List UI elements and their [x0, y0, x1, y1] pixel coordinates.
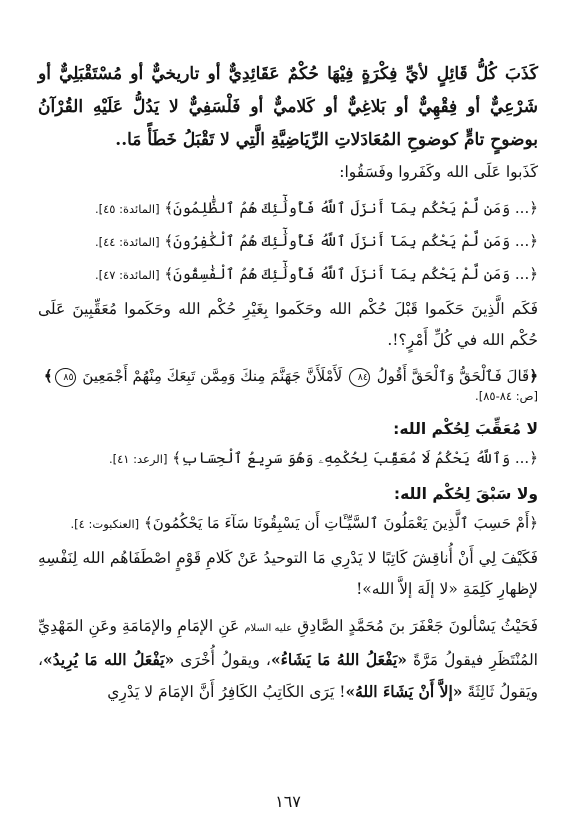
verse-reference: [المائدة: ٤٧].	[94, 268, 160, 282]
verse-sad-84-85	[38, 364, 538, 388]
verse-reference: [ص: ٨٤-٨٥].	[475, 389, 538, 403]
verse-maidah-44	[38, 229, 538, 254]
summary-line: كَذَبوا عَلَى الله وكَفَروا وفَسَقُوا:	[339, 163, 538, 181]
section-heading-no-preceding: ولا سَبْقَ لِحُكْم الله:	[393, 485, 538, 503]
quote-except: «إلاَّ أَنْ يَشَاءَ اللهُ»	[345, 682, 463, 701]
verse-maidah-47	[38, 262, 538, 287]
quran-bracket-open: ﴿	[529, 367, 538, 385]
verse-reference: [العنكبوت: ٤].	[70, 517, 140, 531]
paragraph-3-text: ، ويَقولُ ثَالِثَةً	[38, 651, 538, 701]
intro-paragraph: كَذَبَ كُلُّ قَائِلٍ لأيِّ فِكْرَةٍ فِيْهَا حُكْمٌ عَقَائِدِيٌّ أو تاريخيٌّ أو مُسْتَقْبَلِيٌّ أو شَرْعِيٌّ أو فِقْهِيٌّ أو بَلاغِيٌّ أو كَلاميٌّ أو فَلْسَفِيٌّ لا يَدُلُّ عَلَيْهِ القُرْآنُ بوضوحٍ تامٍّ كوضوحِ المُعَادَلاتِ الرِّيَاضِيَّةِ الَّتِي لا تَقْبَلُ خَطَأً مَا..	[38, 64, 538, 150]
verse-text-part-2: لَأَمْلَأَنَّ جَهَنَّمَ مِنكَ وَمِمَّن تَبِعَكَ مِنْهُمْ أَجْمَعِينَ	[82, 367, 343, 385]
paragraph-3	[38, 611, 538, 708]
quote-wish: «يَفْعَلُ الله مَا يُرِيدُ»	[43, 650, 175, 669]
ayah-number-marker: ٨٤	[349, 368, 370, 387]
paragraph-3-text: عَنِ الإمَامِ والإمَامَةِ وعَنِ المَهْدِيِّ المُنْتَظَرِ فيقولُ مَرَّةً	[38, 617, 538, 669]
paragraph-3-text: ! يَرَى الكَاتِبُ الكَافِرُ أَنَّ الإمَامَ لا يَدْرِي	[107, 683, 346, 701]
verse-reference: [المائدة: ٤٥].	[94, 202, 160, 216]
page-content	[38, 58, 538, 708]
paragraph-1: فَكَم الَّذِينَ حَكَموا قَبْلَ حُكْم الله وحَكَموا بِغَيْرِ حُكْم الله وحَكَموا مُعَقِّبِينَ عَلَى حُكْم الله في كُلِّ أَمْرٍ؟!.	[38, 300, 538, 349]
verse-text: ﴿... وَمَن لَّمْ يَحْكُم بِمَآ أَنزَلَ ٱللَّهُ فَأُولَٰٓئِكَ هُمُ ٱلْفَٰسِقُونَ﴾	[164, 265, 538, 283]
verse-maidah-45	[38, 196, 538, 221]
paragraph-2: فَكَيْفَ لِي أَنْ أُناقِشَ كَاتِبًا لا يَدْرِي مَا التوحيدُ عَنْ كَلامِ قَوْمٍ اصْطَفَاهُم الله لِنَفْسِهِ لإظهارِ كَلِمَةِ «لا إلَهَ إلاَّ الله»!	[38, 549, 538, 598]
paragraph-3-text: فَحَيْثُ يَسْألونَ جَعْفَرَ بنَ مُحَمَّدٍ الصَّادِقِ	[297, 617, 538, 635]
verse-text: ﴿... وَمَن لَّمْ يَحْكُم بِمَآ أَنزَلَ ٱللَّهُ فَأُولَٰٓئِكَ هُمُ ٱلظَّٰلِمُونَ﴾	[164, 199, 538, 217]
verse-ankabut-4	[38, 511, 538, 536]
verse-text: ﴿... وَٱللَّهُ يَحْكُمُ لَا مُعَقِّبَ لِحُكْمِهِۦ وَهُوَ سَرِيعُ ٱلْحِسَابِ﴾	[172, 449, 538, 467]
verse-text-part-1: قَالَ فَٱلْحَقُّ وَٱلْحَقَّ أَقُولُ	[376, 367, 530, 385]
verse-text: ﴿أَمْ حَسِبَ ٱلَّذِينَ يَعْمَلُونَ ٱلسَّيِّـَٔاتِ أَن يَسْبِقُونَا سَآءَ مَا يَحْكُمُونَ﴾	[143, 514, 538, 532]
honorific-glyph: عليه السلام	[244, 623, 293, 634]
quote-will: «يَفْعَلُ اللهُ مَا يَشَاءُ»	[270, 650, 407, 669]
quran-bracket-close: ﴾	[43, 367, 53, 385]
verse-reference: [الرعد: ٤١].	[108, 452, 168, 466]
ayah-number-marker: ٨٥	[55, 368, 76, 387]
section-heading-no-reviewer: لا مُعَقِّبَ لِحُكْم الله:	[393, 420, 538, 438]
verse-raad-41	[38, 446, 538, 471]
verse-text: ﴿... وَمَن لَّمْ يَحْكُم بِمَآ أَنزَلَ ٱللَّهُ فَأُولَٰٓئِكَ هُمُ ٱلْكَٰفِرُونَ﴾	[164, 232, 538, 250]
verse-reference: [المائدة: ٤٤].	[94, 235, 160, 249]
paragraph-3-text: ، ويقولُ أُخْرَى	[180, 651, 271, 669]
page-number: ١٦٧	[275, 792, 301, 811]
